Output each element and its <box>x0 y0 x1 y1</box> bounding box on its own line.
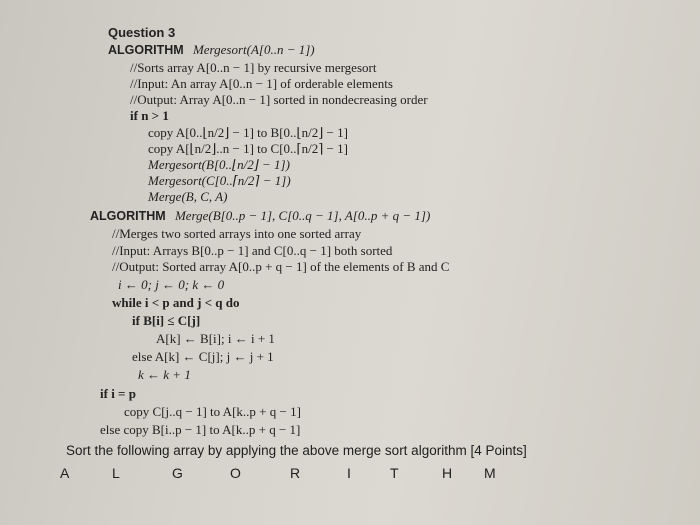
algorithm-signature: Mergesort(A[0..n − 1]) <box>192 42 315 57</box>
mergesort-recursive-b: Mergesort(B[0..⌊n/2⌋ − 1]) <box>148 157 290 172</box>
merge-else-assign-c: else A[k] ← C[j]; j ← j + 1 <box>132 349 274 364</box>
mergesort-copy-c: copy A[⌊n/2⌋..n − 1] to C[0..⌈n/2⌉ − 1] <box>148 141 348 156</box>
array-letter: O <box>230 465 241 481</box>
algorithm-mergesort-header <box>108 42 315 58</box>
array-letter: A <box>60 465 70 481</box>
array-letter: G <box>172 465 183 481</box>
merge-init-line: i ← 0; j ← 0; k ← 0 <box>118 277 225 292</box>
array-letters <box>60 465 500 483</box>
array-letter: T <box>390 465 399 481</box>
array-letter: H <box>442 465 453 481</box>
array-letter: L <box>112 465 120 481</box>
mergesort-comment-3: //Output: Array A[0..n − 1] sorted in nondecreasing order <box>130 92 428 107</box>
merge-copy-c-rest: copy C[j..q − 1] to A[k..p + q − 1] <box>124 404 301 419</box>
merge-comment-1: //Merges two sorted arrays into one sorted array <box>112 226 362 241</box>
mergesort-copy-b: copy A[0..⌊n/2⌋ − 1] to B[0..⌊n/2⌋ − 1] <box>148 125 348 140</box>
mergesort-comment-2: //Input: An array A[0..n − 1] of orderable elements <box>130 76 393 91</box>
merge-if-i-eq-p: if i = p <box>100 386 136 401</box>
task-instruction: Sort the following array by applying the above merge sort algorithm [4 Points] <box>66 443 527 458</box>
array-letter: I <box>347 465 351 481</box>
array-letter: R <box>290 465 301 481</box>
merge-if-compare: if B[i] ≤ C[j] <box>132 313 201 328</box>
mergesort-recursive-c: Mergesort(C[0..⌈n/2⌉ − 1]) <box>148 173 291 188</box>
array-letter: M <box>484 465 496 481</box>
merge-comment-3: //Output: Sorted array A[0..p + q − 1] of the elements of B and C <box>112 259 450 274</box>
merge-assign-b: A[k] ← B[i]; i ← i + 1 <box>156 331 275 346</box>
merge-else-copy-b-rest: else copy B[i..p − 1] to A[k..p + q − 1] <box>100 422 301 437</box>
merge-comment-2: //Input: Arrays B[0..p − 1] and C[0..q − 1] both sorted <box>112 243 393 258</box>
algorithm-merge-header <box>90 208 430 224</box>
mergesort-if-line: if n > 1 <box>130 108 169 123</box>
question-label: Question 3 <box>108 25 176 40</box>
merge-increment-k: k ← k + 1 <box>138 367 191 382</box>
algorithm-keyword: ALGORITHM <box>108 43 184 57</box>
algorithm-signature: Merge(B[0..p − 1], C[0..q − 1], A[0..p + q − 1]) <box>174 208 431 223</box>
mergesort-comment-1: //Sorts array A[0..n − 1] by recursive mergesort <box>130 60 377 75</box>
algorithm-keyword: ALGORITHM <box>90 209 166 223</box>
mergesort-merge-call: Merge(B, C, A) <box>148 189 228 204</box>
merge-while-line: while i < p and j < q do <box>112 295 240 310</box>
